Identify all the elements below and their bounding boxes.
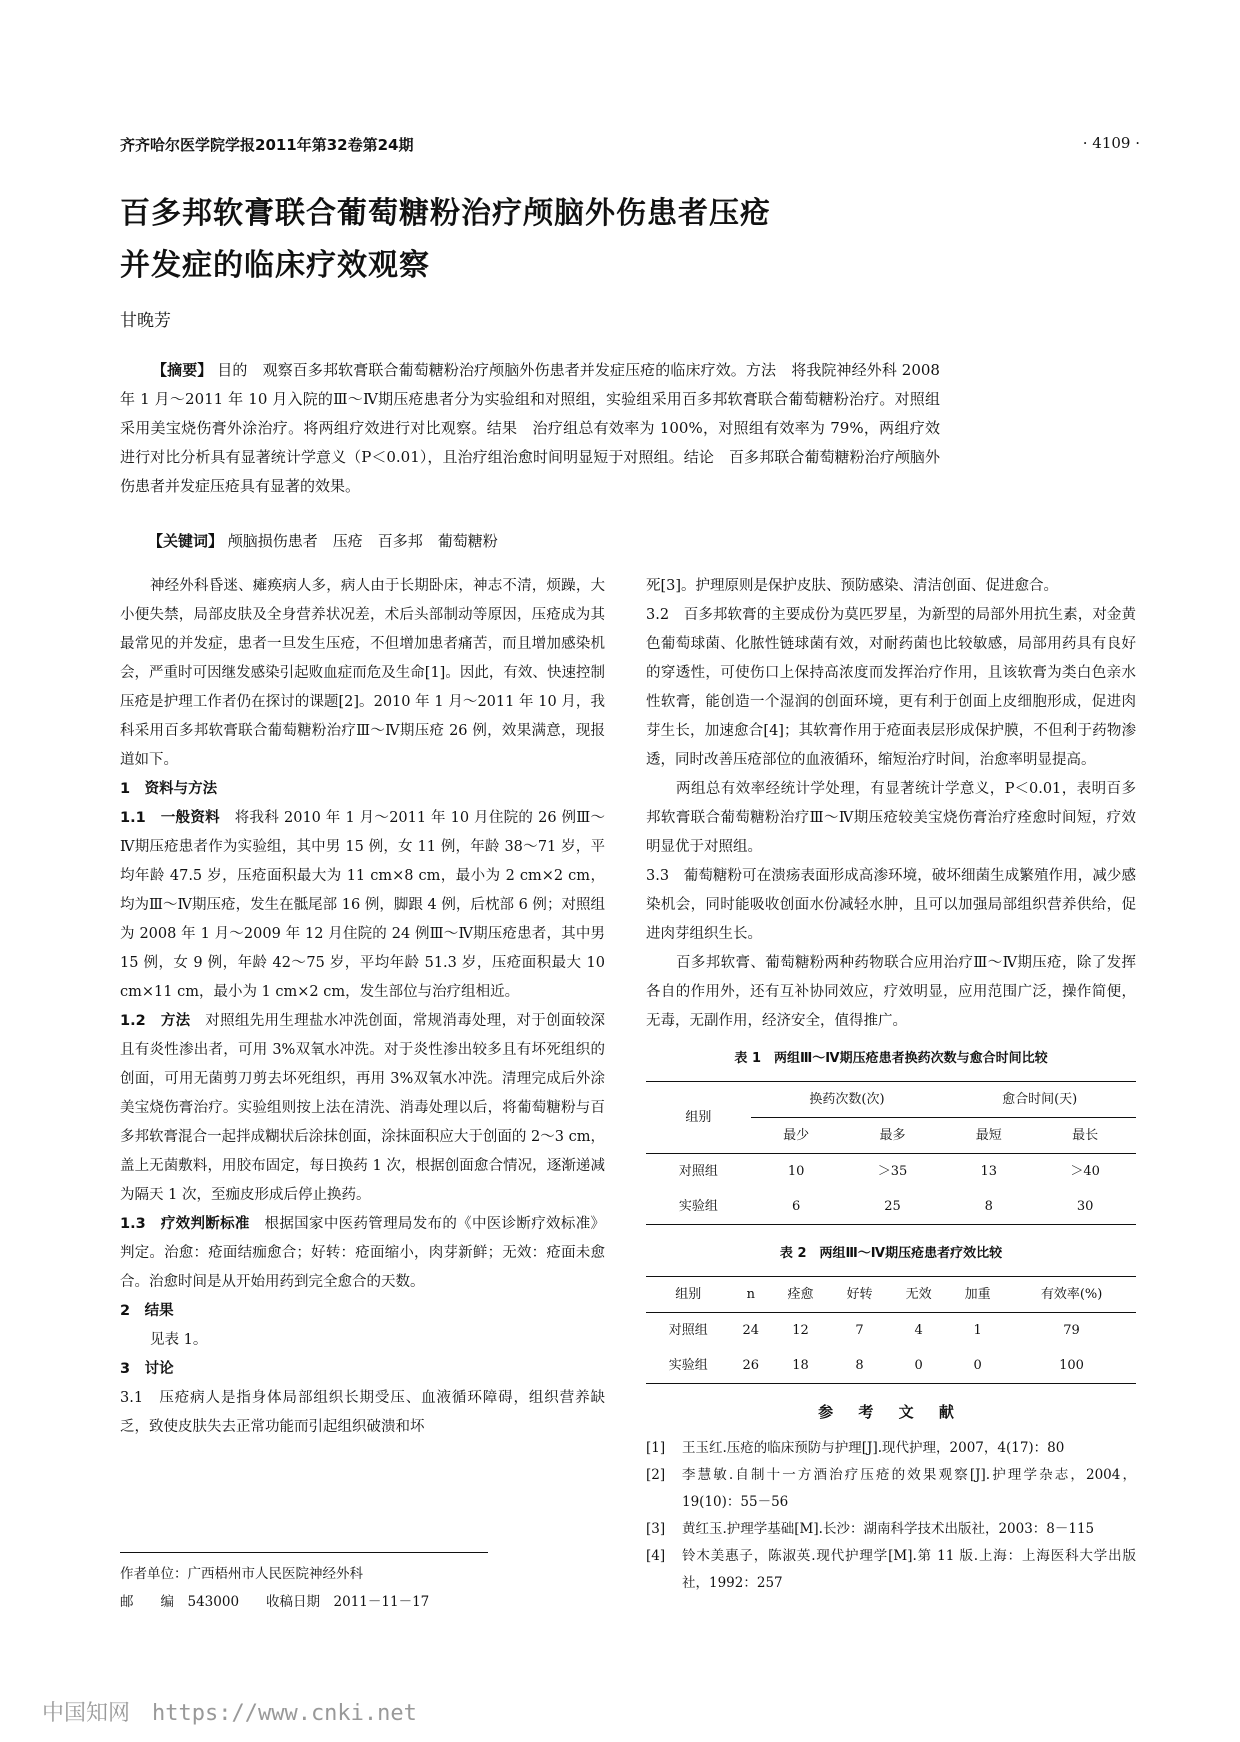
reference-item — [646, 1462, 1136, 1516]
table-cell: 24 — [742, 1323, 760, 1338]
table-cell: 实验组 — [668, 1358, 708, 1373]
table-cell: 100 — [1059, 1358, 1084, 1373]
journal-header: 齐齐哈尔医学院学报2011年第32卷第24期 — [120, 136, 414, 154]
table1-subheader: 最长 — [1072, 1128, 1099, 1143]
reference-item — [646, 1435, 1136, 1462]
table1-header-healing: 愈合时间(天) — [943, 1082, 1136, 1118]
table-cell: 1 — [973, 1323, 982, 1338]
subsection-heading-3-2: 3.2 — [646, 607, 670, 623]
table-cell: 0 — [973, 1358, 982, 1373]
table-cell: ＞35 — [877, 1164, 908, 1179]
table-cell: 25 — [884, 1199, 901, 1214]
intro-paragraph: 神经外科昏迷、瘫痪病人多，病人由于长期卧床，神志不清，烦躁，大小便失禁，局部皮肤及全身营养状况差，术后头部制动等原因，压疮成为其最常见的并发症，患者一旦发生压疮，不但增加患者痛苦，而且增加感染机会，严重时可因继发感染引起败血症而危及生命[1]。因此，有效、快速控制压疮是护理工作者仍在探讨的课题[2]。2010 年 1 月～2011 年 10 月，我科采用百多邦软膏联合葡萄糖粉治疗Ⅲ～Ⅳ期压疮 26 例，效果满意，现报道如下。 — [120, 578, 605, 768]
reference-item — [646, 1516, 1136, 1543]
article-title-line1: 百多邦软膏联合葡萄糖粉治疗颅脑外伤患者压疮 — [120, 196, 771, 231]
table2-header: 痊愈 — [787, 1287, 814, 1302]
table2-header: 组别 — [675, 1287, 702, 1302]
reference-number: [2] — [646, 1467, 666, 1483]
abstract-text: 目的 观察百多邦软膏联合葡萄糖粉治疗颅脑外伤患者并发症压疮的临床疗效。方法 将我院神经外科 2008 年 1 月～2011 年 10 月入院的Ⅲ～Ⅳ期压疮患者分为实验组和对照组，实验组采用百多邦软膏联合葡萄糖粉治疗。对照组采用美宝烧伤膏外涂治疗。将两组疗效进行对比观察。结果 治疗组总有效率为 100%，对照组有效率为 79%，两组疗效进行对比分析具有显著统计学意义（P＜0.01），且治疗组治愈时间明显短于对照组。结论 百多邦联合葡萄糖粉治疗颅脑外伤患者并发症压疮具有显著的效果。 — [120, 361, 940, 495]
table-cell: 13 — [980, 1164, 998, 1179]
keywords-text: 颅脑损伤患者 压疮 百多邦 葡萄糖粉 — [227, 532, 498, 550]
table2-header: 无效 — [905, 1287, 932, 1302]
discussion-paragraph-2: 百多邦软膏的主要成份为莫匹罗星，为新型的局部外用抗生素，对金黄色葡萄球菌、化脓性链球菌有效，对耐药菌也比较敏感，局部用药具有良好的穿透性，可使伤口上保持高浓度而发挥治疗作用，且该软膏为类白色亲水性软膏，能创造一个湿润的创面环境，更有利于创面上皮细胞形成，促进肉芽生长，加速愈合[4]；其软膏作用于疮面表层形成保护膜，不但利于药物渗透，同时改善压疮部位的血液循环，缩短治疗时间，治愈率明显提高。 — [646, 607, 1137, 768]
author-affiliation: 作者单位：广西梧州市人民医院神经外科 — [120, 1566, 363, 1582]
reference-item — [646, 1543, 1136, 1597]
methods-paragraph: 对照组先用生理盐水冲洗创面，常规消毒处理，对于创面较深且有炎性渗出者，可用 3%双氧水冲洗。对于炎性渗出较多且有坏死组织的创面，可用无菌剪刀剪去坏死组织，再用 3%双氧水冲洗。清理完成后外涂美宝烧伤膏治疗。实验组则按上法在清洗、消毒处理以后，将葡萄糖粉与百多邦软膏混合一起拌成糊状后涂抹创面，涂抹面积应大于创面的 2～3 cm，盖上无菌敷料，用胶布固定，每日换药 1 次，根据创面愈合情况，逐渐递减为隔天 1 次，至痂皮形成后停止换药。 — [120, 1013, 606, 1203]
table1-caption: 表 1 两组Ⅲ～Ⅳ期压疮患者换药次数与愈合时间比较 — [734, 1051, 1048, 1066]
abstract — [120, 356, 940, 501]
table-cell: 8 — [855, 1358, 864, 1373]
criteria-paragraph: 根据国家中医药管理局发布的《中医诊断疗效标准》判定。治愈：疮面结痂愈合；好转：疮面缩小，肉芽新鲜；无效：疮面未愈合。治愈时间是从开始用药到完全愈合的天数。 — [120, 1216, 606, 1290]
reference-text: 铃木美惠子，陈淑英.现代护理学[M].第 11 版.上海：上海医科大学出版社，1992：257 — [682, 1548, 1136, 1591]
postcode-received-date: 邮 编 543000 收稿日期 2011－11－17 — [120, 1594, 430, 1610]
table1-header-group: 组别 — [646, 1082, 751, 1154]
general-data-paragraph: 将我科 2010 年 1 月～2011 年 10 月住院的 26 例Ⅲ～Ⅳ期压疮患者作为实验组，其中男 15 例，女 11 例，年龄 38～71 岁，平均年龄 47.5 岁，压疮面积最大为 11 cm×8 cm，最小为 2 cm×2 cm，均为Ⅲ～Ⅳ期压疮，发生在骶尾部 16 例，脚跟 4 例，后枕部 6 例；对照组为 2008 年 1 月～2009 年 12 月住院的 24 例Ⅲ～Ⅳ期压疮患者，其中男 15 例，女 9 例，年龄 42～75 岁，平均年龄 51.3 岁，压疮面积最大 10 cm×11 cm，最小为 1 cm×2 cm，发生部位与治疗组相近。 — [120, 810, 606, 1000]
reference-number: [3] — [646, 1521, 666, 1537]
discussion-paragraph-3: 两组总有效率经统计学处理，有显著统计学意义，P＜0.01，表明百多邦软膏联合葡萄糖粉治疗Ⅲ～Ⅳ期压疮较美宝烧伤膏治疗痊愈时间短，疗效明显优于对照组。 — [646, 781, 1136, 855]
subsection-heading-3-3: 3.3 — [646, 868, 670, 884]
table-cell: 8 — [984, 1199, 993, 1214]
reference-text: 黄红玉.护理学基础[M].长沙：湖南科学技术出版社，2003：8－115 — [682, 1521, 1095, 1537]
table1 — [646, 1081, 1136, 1225]
subsection-heading-1-2: 1.2 方法 — [120, 1013, 191, 1029]
table1-header-dressing: 换药次数(次) — [751, 1082, 944, 1118]
article-title-line2: 并发症的临床疗效观察 — [120, 248, 430, 283]
table2 — [646, 1276, 1136, 1384]
results-paragraph: 见表 1。 — [150, 1332, 208, 1348]
reference-number: [4] — [646, 1548, 666, 1564]
table1-subheader: 最少 — [783, 1128, 810, 1143]
table-cell: 10 — [787, 1164, 805, 1179]
subsection-heading-1-3: 1.3 疗效判断标准 — [120, 1216, 250, 1232]
table1-subheader: 最多 — [879, 1128, 906, 1143]
table-cell: 4 — [914, 1323, 923, 1338]
table-cell: 7 — [855, 1323, 864, 1338]
table-cell: 对照组 — [668, 1323, 708, 1338]
table-cell: 79 — [1063, 1323, 1080, 1338]
table-cell: 26 — [742, 1358, 760, 1373]
footnote-divider — [120, 1552, 488, 1553]
table-row — [646, 1348, 1136, 1384]
discussion-paragraph-1: 压疮病人是指身体局部组织长期受压、血液循环障碍，组织营养缺乏，致使皮肤失去正常功能而引起组织破溃和坏 — [120, 1390, 605, 1435]
cnki-watermark: 中国知网 https://www.cnki.net — [42, 1701, 417, 1726]
table-cell: 实验组 — [678, 1199, 718, 1214]
table-row — [646, 1313, 1136, 1349]
table-cell: ＞40 — [1070, 1164, 1100, 1179]
table2-header: n — [746, 1287, 755, 1302]
references-title: 参 考 文 献 — [818, 1403, 964, 1421]
table2-header: 加重 — [964, 1287, 991, 1302]
section-heading-3: 3 讨论 — [120, 1361, 174, 1377]
subsection-heading-1-1: 1.1 一般资料 — [120, 810, 220, 826]
table-cell: 对照组 — [678, 1164, 718, 1179]
section-heading-2: 2 结果 — [120, 1303, 174, 1319]
table-row — [646, 1189, 1136, 1225]
table1-subheader: 最短 — [975, 1128, 1002, 1143]
table-cell: 30 — [1076, 1199, 1094, 1214]
table2-caption: 表 2 两组Ⅲ～Ⅳ期压疮患者疗效比较 — [779, 1246, 1003, 1261]
table-row — [646, 1154, 1136, 1190]
table2-header: 有效率(%) — [1040, 1287, 1103, 1302]
discussion-continued: 死[3]。护理原则是保护皮肤、预防感染、清洁创面、促进愈合。 — [646, 578, 1059, 594]
table-cell: 6 — [792, 1199, 801, 1214]
table2-header: 好转 — [846, 1287, 873, 1302]
table-cell: 18 — [792, 1358, 809, 1373]
keywords-label: 【关键词】 — [148, 532, 224, 550]
discussion-paragraph-4: 葡萄糖粉可在溃疡表面形成高渗环境，破坏细菌生成繁殖作用，减少感染机会，同时能吸收创面水份减轻水肿，且可以加强局部组织营养供给，促进肉芽组织生长。 — [646, 868, 1137, 942]
discussion-paragraph-5: 百多邦软膏、葡萄糖粉两种药物联合应用治疗Ⅲ～Ⅳ期压疮，除了发挥各自的作用外，还有互补协同效应，疗效明显，应用范围广泛，操作简便，无毒，无副作用，经济安全，值得推广。 — [646, 955, 1136, 1029]
subsection-heading-3-1: 3.1 — [120, 1390, 144, 1406]
author: 甘晚芳 — [120, 311, 171, 331]
page-number: · 4109 · — [1082, 134, 1140, 152]
keywords — [148, 530, 498, 551]
reference-text: 王玉红.压疮的临床预防与护理[J].现代护理，2007，4(17)：80 — [682, 1440, 1065, 1456]
table-cell: 0 — [914, 1358, 923, 1373]
table-cell: 12 — [792, 1323, 809, 1338]
left-column — [120, 572, 605, 1442]
section-heading-1: 1 资料与方法 — [120, 781, 218, 797]
reference-number: [1] — [646, 1440, 666, 1456]
abstract-label: 【摘要】 — [152, 361, 213, 379]
reference-text: 李慧敏.自制十一方酒治疗压疮的效果观察[J].护理学杂志，2004，19(10)：55－56 — [682, 1467, 1136, 1510]
right-column — [646, 572, 1136, 1597]
